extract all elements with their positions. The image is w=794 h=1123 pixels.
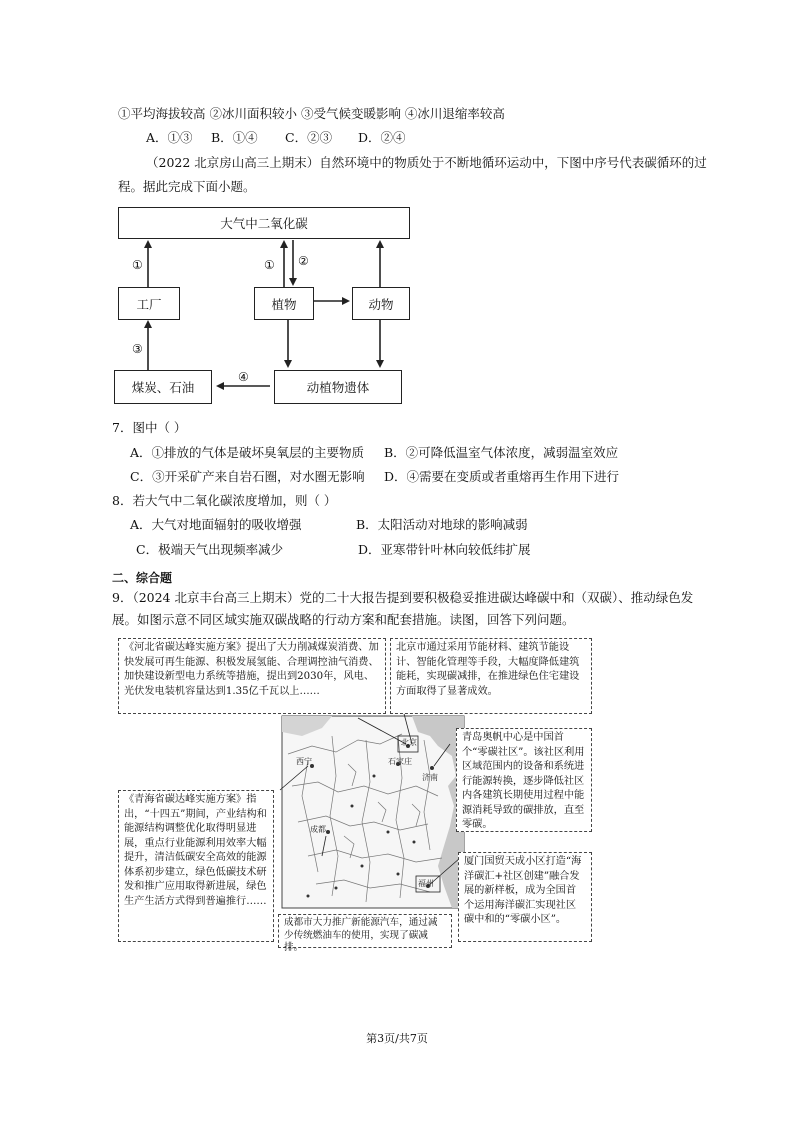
remains-box: 动植物遗体 [274,370,402,404]
animal-box: 动物 [352,287,410,320]
map-label-jinan: 济南 [422,773,438,782]
carbon-cycle-diagram [110,200,420,410]
label-1-factory: ① [132,258,143,272]
label-3: ③ [132,342,143,356]
q8-stem: 8．若大气中二氧化碳浓度增加，则（ ） [112,493,337,508]
q7-option-c: C．③开采矿产来自岩石圈，对水圈无影响 [130,469,365,484]
label-4: ④ [238,370,249,384]
map-label-beijing: 北京 [401,738,417,747]
note-qingdao: 青岛奥帆中心是中国首个“零碳社区”。该社区利用区域范围内的设备和系统进行能源转换，逐步降低社区内各建筑长期使用过程中能源消耗导致的碳排放，直至零碳。 [456,728,592,832]
map-label-xining: 西宁 [296,757,312,766]
note-hebei: 《河北省碳达峰实施方案》提出了大力削减煤炭消费、加快发展可再生能源、积极发展氢能、合理调控油气消费、加快建设新型电力系统等措施，提出到2030年，风电、光伏发电装机容量达到1.35亿千瓦以上…… [118,638,386,714]
q6-option-b: B．①④ [211,130,258,145]
map-label-shijiazhuang: 石家庄 [388,757,412,766]
q8-option-b: B．太阳活动对地球的影响减弱 [356,517,528,532]
co2-box: 大气中二氧化碳 [118,207,410,239]
page-footer: 第3页/共7页 [366,1032,428,1045]
coal-box: 煤炭、石油 [114,370,212,404]
q9-line-2: 展。如图示意不同区域实施双碳战略的行动方案和配套措施。读图，回答下列问题。 [112,612,575,627]
q6-option-c: C．②③ [285,130,333,145]
q7-option-d: D．④需要在变质或者重熔再生作用下进行 [384,469,620,484]
label-2: ② [298,254,309,268]
q8-option-d: D．亚寒带针叶林向较低纬扩展 [358,542,531,557]
note-xiamen: 厦门国贸天成小区打造“海洋碳汇+社区创建”融合发展的新样板，成为全国首个运用海洋碳汇实现社区碳中和的“零碳小区”。 [458,852,592,942]
map-label-fuzhou: 福州 [418,879,434,888]
q6-option-a: A．①③ [146,130,193,145]
plant-box: 植物 [254,287,314,320]
q7-stem: 7．图中（ ） [112,420,187,435]
note-beijing: 北京市通过采用节能材料、建筑节能设计、智能化管理等手段，大幅度降低建筑能耗，实现碳减排，在推进绿色住宅建设方面取得了显著成效。 [390,638,592,714]
note-qinghai: 《青海省碳达峰实施方案》指出，“十四五”期间，产业结构和能源结构调整优化取得明显进展，重点行业能源利用效率大幅提升，清洁低碳安全高效的能源体系初步建立，绿色低碳技术研发和推广应用取得新进展，绿色生产生活方式得到普遍推行…… [118,790,274,942]
q8-option-c: C．极端天气出现频率减少 [136,542,284,557]
map-figure [112,636,598,953]
label-1-plant: ① [264,258,275,272]
intro-line-2: 程。据此完成下面小题。 [118,179,256,194]
note-chengdu: 成都市大力推广新能源汽车，通过减少传统燃油车的使用，实现了碳减排。 [278,914,452,948]
q8-option-a: A．大气对地面辐射的吸收增强 [130,517,302,532]
q6-statements: ①平均海拔较高 ②冰川面积较小 ③受气候变暖影响 ④冰川退缩率较高 [118,106,505,121]
q6-option-d: D．②④ [358,130,406,145]
intro-line-1: （2022 北京房山高三上期末）自然环境中的物质处于不断地循环运动中，下图中序号代表碳循环的过 [146,155,707,170]
factory-box: 工厂 [118,287,180,320]
q7-option-b: B．②可降低温室气体浓度，减弱温室效应 [384,445,619,460]
map-label-chengdu: 成都 [310,825,326,834]
section-title: 二、综合题 [112,571,173,585]
q9-line-1: 9．（2024 北京丰台高三上期末）党的二十大报告提到要积极稳妥推进碳达峰碳中和（双碳）、推动绿色发 [112,590,694,605]
q7-option-a: A．①排放的气体是破坏臭氧层的主要物质 [130,445,365,460]
